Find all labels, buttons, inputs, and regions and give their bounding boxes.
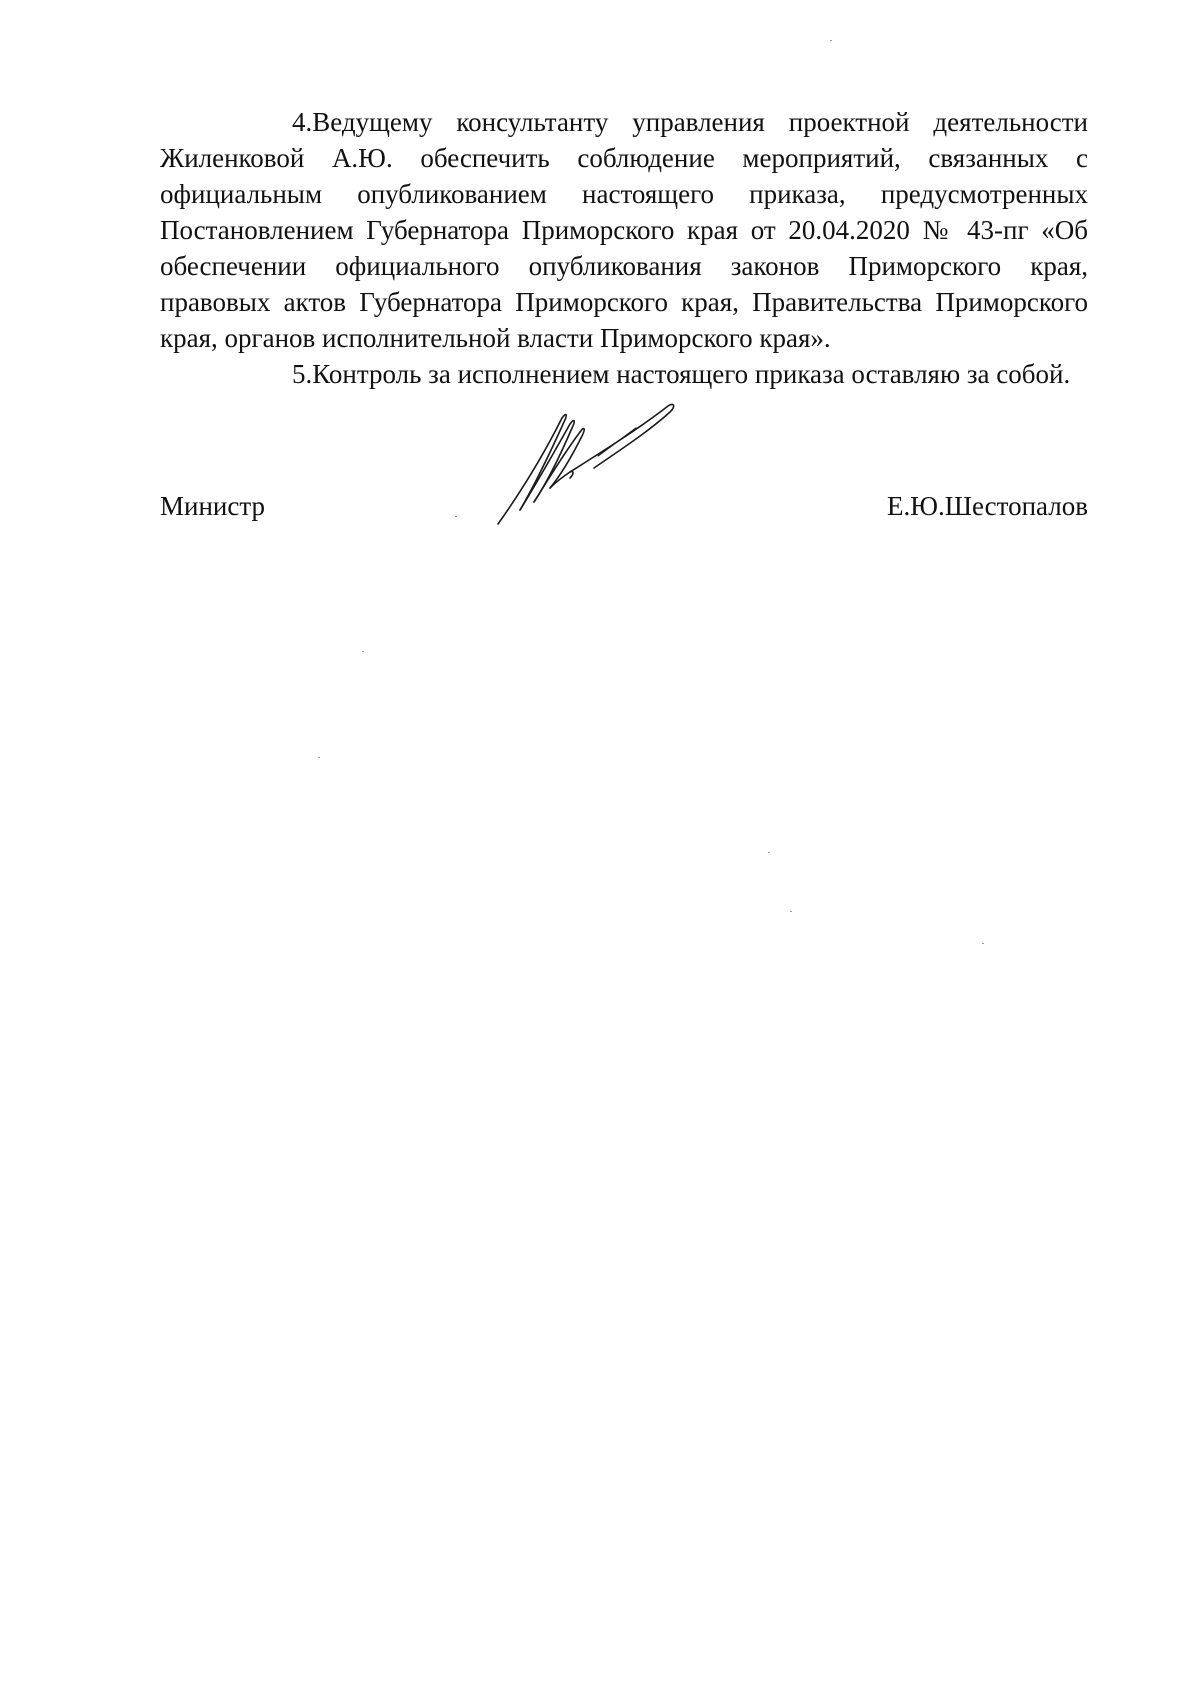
signatory-name: Е.Ю.Шестопалов bbox=[887, 491, 1088, 521]
paragraph-text: Контроль за исполнением настоящего приказа оставляю за собой. bbox=[312, 359, 1071, 389]
paragraph-4 bbox=[160, 104, 1088, 356]
handwritten-signature-icon bbox=[490, 398, 730, 548]
paragraph-number: 4. bbox=[292, 107, 313, 137]
scan-speck bbox=[362, 651, 364, 652]
scan-speck bbox=[318, 757, 320, 758]
paragraph-number: 5. bbox=[292, 359, 313, 389]
scan-speck bbox=[790, 911, 792, 912]
signatory-position: Министр bbox=[160, 491, 265, 521]
scan-speck bbox=[982, 943, 984, 944]
scan-speck bbox=[830, 40, 832, 41]
scan-speck bbox=[768, 852, 770, 853]
paragraph-text: Ведущему консультанту управления проектной деятельности Жиленковой А.Ю. обеспечить соблюдение мероприятий, связанных с официальным опубликованием настоящего приказа, предусмотренных Постановлением Губернатора Приморского края от 20.04.2020 № 43-пг «Об обеспечении официального опубликования законов Приморского края, правовых актов Губернатора Приморского края, Правительства Приморского края, органов исполнительной власти Приморского края». bbox=[160, 107, 1088, 353]
document-body bbox=[160, 104, 1088, 392]
paragraph-5 bbox=[160, 356, 1088, 392]
scan-speck bbox=[455, 516, 457, 517]
